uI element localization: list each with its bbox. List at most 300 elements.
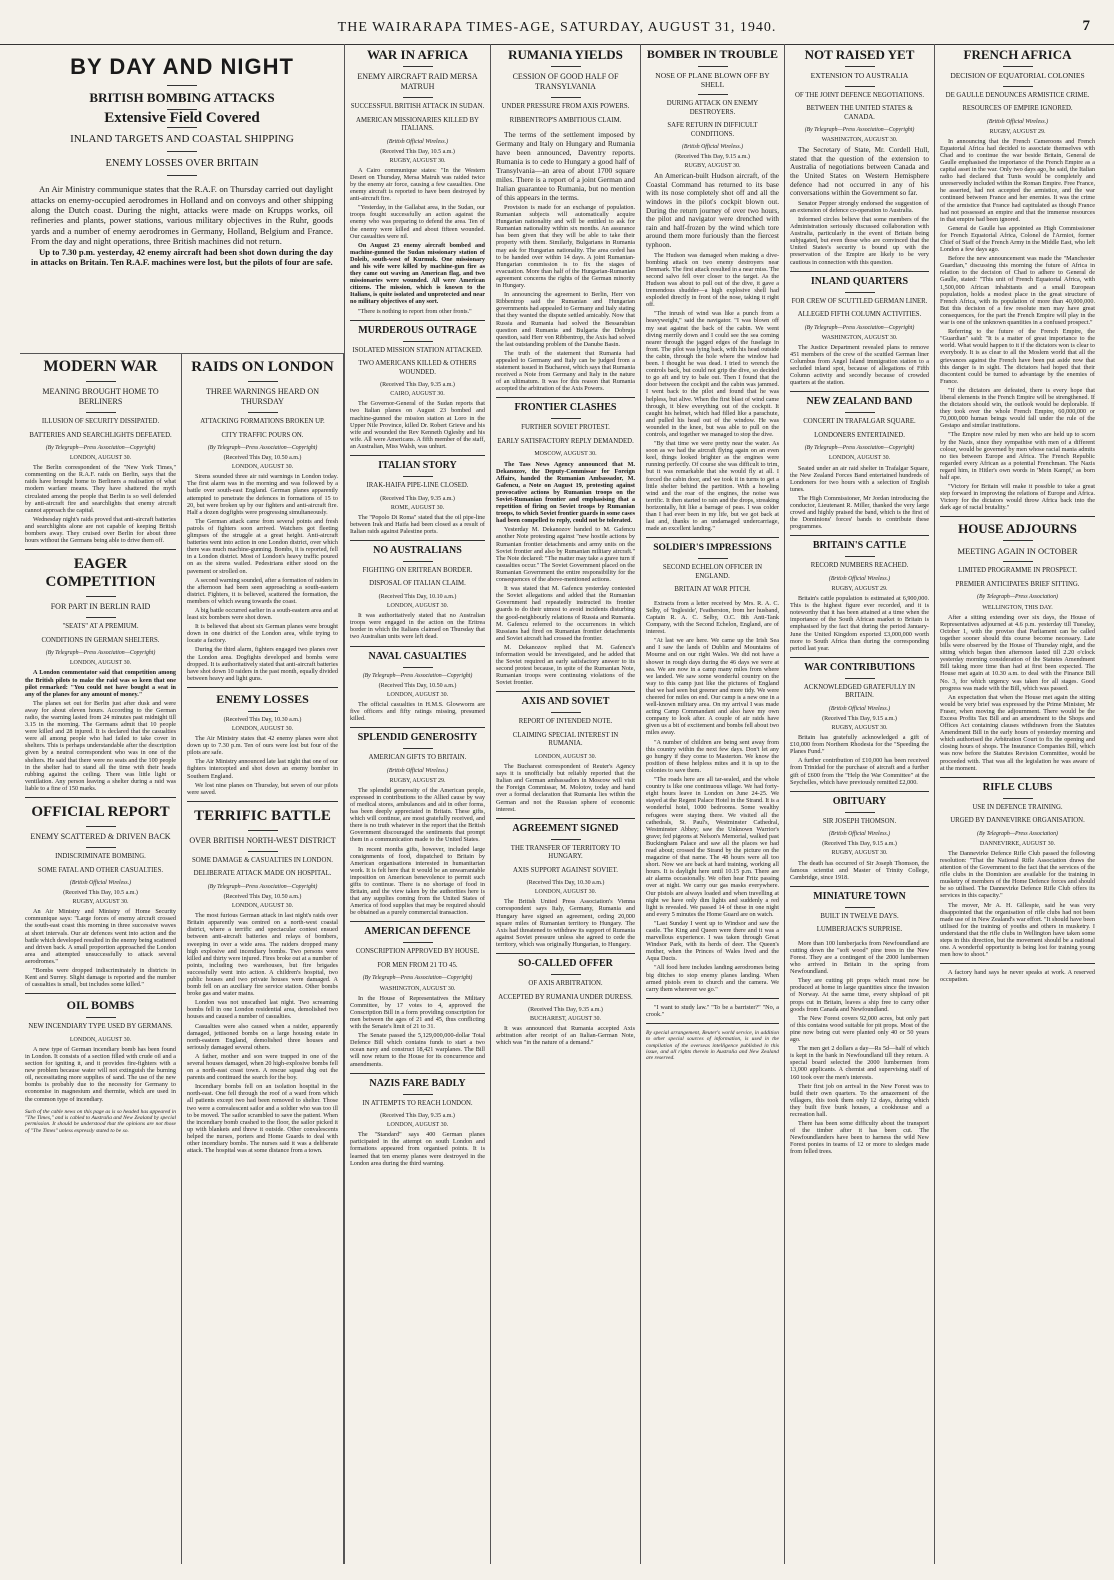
article-subdeck: BRITAIN AT WAR PITCH. [674,586,751,594]
article-paragraph: The planes set out for Berlin just after dusk and were away for about eleven hours. According to the German radio, the warning lasted from 24 minutes past midnight till 3.15 in the morning. The Germans admit that 10 people were killed and 28 injured. It is declared that the casualties were all among people who had failed to take cover in shelters. This is perhaps understandable after the description given by a neutral correspondent who was in one of the shelters. He said that there were no seats and the 100 people in the shelter had to stand all the time with their heads rubbing against the ceiling. There was little light or ventilation. Any person leaving a shelter during a raid was liable to a fine of 150 marks. [25,699,176,792]
article-headline: FRENCH AFRICA [963,47,1072,62]
article-headline: RIFLE CLUBS [982,781,1053,793]
article-paragraph: "The inrush of wind was like a punch from a heavyweight," said the navigator. "I was blown off my seat against the back of the cabin. We went diving merrily down and I could see the sea coming nearer through the jagged edges of the fuselage in front. The pilot was lying back, with his head outside the cabin, through the hole where the window had been. I thought he was dead. I tried to wrench the controls back, but could not grip the dive, so decided to go aft and try to bale out. Then I found that the door between the cockpit and the cabin was jammed. I went back to the pilot and found that he was helpless, but alive. When the first blast of wind came through, it blew everything out of the cockpit. It caught his helmet, which had filled like a parachute, and pulled his head out of the window. He was wounded in the knee, but was able to pull on the controls, and together we managed to stop the dive. [646,310,779,438]
article-dateline: RUGBY, AUGUST 30. [389,157,446,164]
article-deck: MEANING BROUGHT HOME TO BERLINERS [42,387,159,406]
article-dateline: LONDON, AUGUST 30. [828,455,891,462]
article-paragraph: Informed circles believe that some members of the Administration seriously discussed collaboration with Australia, particularly in the event of Britain being subjugated, but even those who are convinced that the United States's security is bound up with the preservation of the Empire are likely to be very cautious in connection with this question. [790,215,929,266]
rule [790,886,929,887]
article-paragraph: The death has occurred of Sir Joseph Thomson, the famous scientist and Master of Trinity College, Cambridge, since 1918. [790,859,929,881]
article-paragraph: The Air Ministry announced late last night that one of our fighters intercepted and shot down an enemy bomber in Southern England. [187,758,338,780]
column-6 [935,44,1100,1564]
article-deck: FOR CREW OF SCUTTLED GERMAN LINER. [791,297,928,305]
article-dateline: MOSCOW, AUGUST 30. [534,451,597,458]
article-dateline: LONDON, AUGUST 30. [69,660,132,667]
article-credit: (British Official Wireless.) [69,880,132,886]
article-dateline: RUGBY, AUGUST 30. [831,725,888,731]
article-subdeck: BETWEEN THE UNITED STATES & CANADA. [806,105,913,121]
article-paragraph: An expectation that when the House met again the sitting would be very brief was expressed by the Prime Minister, Mr Fraser, when moving the adjournment. There would be the Excess Profits Tax Bill and an amendment to the Shops and Offices Act containing clauses withdrawn from the Statutes Amendment Bill in the early hours of yesterday morning and which authorised the Arbitration Court to fix the opening and closing hours of shops. The Insurance Companies Bill, which was now before the Statutes Revision Committee, would be proceeded with. That was all the legislation he was aware of at the moment. [940,693,1095,772]
article-credit: (By Telegraph—Press Association—Copyright) [362,975,473,982]
rule [403,476,433,477]
article-subdeck: DURING ATTACK ON ENEMY DESTROYERS. [666,100,759,116]
filler-joke: A factory hand says he never speaks at work. A reserved occupation. [940,969,1095,984]
article-received: (Received This Day, 10.5 a.m.) [63,890,138,897]
article-paragraph: The official casualties in H.M.S. Glowworm are five officers and fifty ratings missing, presumed killed. [350,700,485,722]
article-subdeck: RESOURCES OF EMPIRE IGNORED. [962,105,1073,112]
article-dateline: LONDON, AUGUST 30. [231,464,294,471]
article-paragraph: Senator Pepper strongly endorsed the suggestion of an extension of defence co-operation to Australia. [790,199,929,214]
rule [496,818,635,819]
article-subdeck: DELIBERATE ATTACK MADE ON HOSPITAL. [193,870,332,878]
article-subdeck: ATTACKING FORMATIONS BROKEN UP. [200,418,325,425]
rule [350,921,485,922]
article-subdeck: LUMBERJACK'S SURPRISE. [816,926,903,934]
article-deck: NOSE OF PLANE BLOWN OFF BY SHELL [655,71,770,89]
lead-deck-3: INLAND TARGETS AND COASTAL SHIPPING [70,133,294,146]
article-deck: DECISION OF EQUATORIAL COLONIES [950,71,1085,80]
article-paragraph: An Air Ministry and Ministry of Home Security communique says: "Large forces of enemy aircraft crossed the south-east coast this morning in three successive waves at short intervals. Our air defences went into action and the battle which developed resulted in the enemy being scattered and driven back. A small proportion approached the London area and attempted unsuccessfully to attack several aerodromes." [25,908,176,965]
article-paragraph: "At last we are here. We came up the Irish Sea and I saw the lands of Dublin and Mountains of Mourne and on our right Wales. We did not have a shower in rough days during the 46 days we were at sea. We are now in a camp many miles from where we landed. We saw some wonderful country on the way to this camp just like the pictures of England that we had seen but greener and more tidy. We were cheered for miles on end. Our camp is a new one in a well-known military area. On my arrival I was made acting Camp Commandant and also have my own company to look after. A couple of air raids have given us a bit of excitement and bombs fell about two miles away. [646,637,780,737]
article-headline: NOT RAISED YET [804,47,915,62]
article-credit: (By Telegraph—Press Association—Copyright) [207,883,318,890]
article-paragraph: "If the dictators are defeated, there is every hope that liberal elements in the French Empire will be strengthened. If the dictators should win, the outlook would be deplorable. If they took over the whole French Empire, 60,000,000 or 70,000,000 human beings would fall under the rule of the Gestapo and similar institutions. [940,386,1095,430]
article-paragraph: Provision is made for an exchange of population. Rumanian subjects will automatically acquire Hungarian nationality and will be entitled to ask for Rumanian nationality within six months. An assurance has been given that they will be able to take their property with them. Similarly, Bulgarians in Rumania may ask for Hungarian nationality. The area ceded has to be handed over within 14 days. A joint Rumanian-Hungarian commission is to fix the stages of evacuation. More than half of the Hungarian-Rumanian agreement concerns the rights of the German minority in Hungary. [496,204,635,290]
article-subdeck: CLAIMING SPECIAL INTEREST IN RUMANIA. [512,731,619,748]
article-paragraph: The British United Press Association's Vienna correspondent says Italy, Germany, Rumania and Hungary have signed an agreement, ceding 20,000 square miles of Rumanian territory to Hungary. The Axis had threatened to withdraw its support of Rumania against Soviet pressure unless she agreed to cede the territory, which was originally Hungarian, to Hungary. [496,898,635,948]
article-headline: SO-CALLED OFFER [518,958,613,970]
article-subdeck: AXIS SUPPORT AGAINST SOVIET. [513,866,618,874]
article-dateline: WELLINGTON, THIS DAY. [982,604,1053,611]
rule [25,549,176,550]
article-credit: (British Official Wireless.) [986,118,1049,125]
article-paragraph: Before the new announcement was made the "Manchester Guardian," discussing this morning the future of Africa in relation to the decision of Chad to adhere to General de Gaulle, stated: "This unit of French Equatorial Africa, with 1,500,000 African inhabitants and a small European population, holds a modest place in the great structure of French Africa, with its population of more than 40,000,000. But this decision of a few resolute men may have great consequences, for the part the French Empire will play in the war is one of the unknown quantities in a confused prospect." [940,255,1095,327]
rule [350,455,485,456]
article-dateline: LONDON, AUGUST 30. [69,455,132,462]
article-paragraph: After a sitting extending over six days, the House of Representatives adjourned at 4.6 p.m. yesterday till Tuesday, October 1, with the proviso that Parliament can be called together sooner should this course become necessary. Late bills were observed by the House of Thursday night, and the sitting which began then afternoon lasted till 2.20 o'clock yesterday morning consideration of the Statutes Amendment Bill taking more time than had at first been expected. The House met again at 10.30 a.m. to deal with the Finance Bill No. 3, for which urgency was taken for all stages. Good progress was made with the Bill, which was passed. [940,613,1095,692]
article-dateline: LONDON, AUGUST 30. [386,1122,449,1129]
article-received: (Received This Day, 9.15 a.m.) [675,154,750,161]
rule [551,839,581,840]
rule [86,617,116,618]
article-paragraph: "Bombs were dropped indiscriminately in districts in Kent and Surrey. Slight damage is reported and the number of casualties is small, but includes some killed." [25,967,176,989]
article-paragraph: The Dannevirke Defence Rifle Club passed the following resolution: "That the National Rifle Association draws the attention of the Government to the fact that the services of the rifle clubs in the Dominion are available for the training in musketry of members of the Home Defence forces and should be so utilised. The Dannevirke Defence Rifle Club offers its services in this capacity." [940,849,1095,900]
rule [86,596,116,597]
article-paragraph: A father, mother and son were trapped in one of the several houses damaged, when 20 high-explosive bombs fell on a north-east coast town. A rescue squad dug out the parents and continued the search for the boy. [187,1052,338,1082]
article-dateline: RUGBY, AUGUST 29. [989,128,1046,135]
article-headline: WAR IN AFRICA [366,47,469,62]
cable-news-footnote: Such of the cable news on this page as is so headed has appeared in "The Times," and is cabled to Australia and New Zealand by special permission. It should be understood that the opinions are not those of "The Times" unless expressly stated to be so. [25,1108,176,1134]
article-paragraph: Incendiary bombs fell on an isolation hospital in the north-east. One fell through the roof of a ward from which all patients except two had been removed to shelter. Those two were a convalescent sailor and a soldier who was too ill to be moved. The sailor scrambled to save the patient. When the incendiary bomb crashed to the floor, the sailor picked it up with blankets and threw it outside. Other convalescents helped the nurses, porters and Home Guards to deal with other incendiary bombs. The nurses said it was a deliberate attack. The hospital was at some distance from a town. [187,1083,338,1155]
rule [551,66,581,67]
column-1a [20,354,182,1564]
rule [940,516,1095,517]
article-deck: REPORT OF INTENDED NOTE. [518,718,613,726]
masthead-title: THE WAIRARAPA TIMES-AGE, SATURDAY, AUGUST 31, 1940. [337,20,777,35]
article-headline: EAGER COMPETITION [45,556,156,591]
article-subdeck: AMERICAN MISSIONARIES KILLED BY ITALIANS. [356,116,479,132]
page-number: 7 [1082,18,1090,34]
article-dateline: WASHINGTON, AUGUST 30. [821,334,898,341]
article-paragraph: The Air Ministry states that 42 enemy planes were shot down up to 7.30 p.m. Ten of ours were lost but four of the pilots are safe. [187,735,338,757]
article-paragraph: The mover, Mr A. H. Gillespie, said he was very disappointed that the organisation of rifle clubs had not been made use of in New Zealand's war effort. "It should have been utilised for the training of youths and others in musketry. I understand that the rifle clubs in Wellington have taken some steps in this direction, but the movement should be a national one. A wonderful opportunity is being lost for training young men how to shoot." [940,901,1095,959]
rule [248,412,278,413]
article-headline: ITALIAN STORY [378,460,457,471]
rule [350,540,485,541]
article-paragraph: Casualties were also caused when a raider, apparently damaged, jettisoned bombs on a large housing estate in north-eastern England, demolished three houses and seriously damaged several others. [187,1022,338,1051]
article-paragraph: During the third alarm, fighters engaged two planes over the London area. Dogfights developed and bombs were dropped. It is authoritatively stated that anti-aircraft batteries have shot down 10 raiders in the past month, equally divided between heavy and light guns. [187,646,338,682]
rule [845,412,875,413]
article-deck: USE IN DEFENCE TRAINING. [972,803,1063,811]
article-paragraph: We lost nine planes on Thursday, but seven of our pilots were saved. [187,781,338,796]
article-received: (Received This Day, 9.35 a.m.) [380,1113,455,1120]
newspaper-columns [20,44,1100,1564]
lead-headline: BY DAY AND NIGHT [70,54,294,79]
rule [646,998,779,999]
rule [698,558,728,559]
article-paragraph: Britain's cattle population is estimated at 6,900,000. This is the highest figure ever recorded, and it is noteworthy that it has been attained at a time when the importance of the South African market to Britain is emphasised by the fact that during the period January-June the United Kingdom exported £3,000,000 worth more to South Africa than during the corresponding period last year. [790,595,929,652]
article-subdeck: CONDITIONS IN GERMAN SHELTERS. [41,636,160,644]
article-credit: (By Telegraph—Press Association—Copyright) [804,127,915,133]
rule [646,1023,779,1024]
article-headline: AGREEMENT SIGNED [512,822,619,834]
article-deck: BUILT IN TWELVE DAYS. [820,912,899,920]
article-subdeck: ILLUSION OF SECURITY DISSIPATED. [41,418,160,425]
article-headline: FRONTIER CLASHES [514,402,617,414]
article-subdeck: EARLY SATISFACTORY REPLY DEMANDED. [497,437,634,445]
article-dateline: RUGBY, AUGUST 30. [72,899,129,906]
lead-deck-4: ENEMY LOSSES OVER BRITAIN [105,158,259,170]
article-subdeck: SAFE RETURN IN DIFFICULT CONDITIONS. [667,122,758,138]
article-deck: AMERICAN GIFTS TO BRITAIN. [368,754,467,762]
article-paragraph: "Last Sunday I went up to Windsor and saw the castle. The King and Queen were there and it was a marvellous experience. I was taken through Great Windsor Park, with its herds of deer. The Queen's mother, when the Princes of Wales lived and the Aqua Ducts. [646,919,779,963]
masthead [0,0,1114,45]
rule [350,320,485,321]
rule [167,127,197,128]
article-headline: AXIS AND SOVIET [521,696,610,708]
article-paragraph: "Victory for Britain will make it possible to take a great step forward in improving the relations of Europe and Africa. Victory for the dictators would throw Africa back into the dark age of racial brutality." [940,483,1095,512]
article-received: (Received This Day, 10.50 a.m.) [223,455,302,462]
article-paragraph: In announcing the agreement to Berlin, Herr von Ribbentrop said the Rumanian and Hungarian governments had appealed to Germany and Italy stating that they wanted the dispute settled amicably. Now that Russia and Rumania had solved the Bessarabian question and Rumania and Bulgaria the Dobruja question, said Herr von Ribbentrop, the Axis had solved the last outstanding problem of the Danube Basin. [496,291,635,348]
article-deck: ACKNOWLEDGED GRATEFULLY IN BRITAIN. [803,683,916,700]
article-lede: The Secretary of State, Mr. Cordell Hull, stated that the question of the extension to Australia of negotiations between Canada and the United States on Western Hemisphere defence had not occurred in any of his conversations within the Government so far. [790,146,929,198]
article-headline: SPLENDID GENEROSITY [357,732,478,744]
rule [167,151,197,152]
article-dateline: LONDON, AUGUST 30. [534,753,597,760]
article-dateline: LONDON, AUGUST 30. [231,726,294,732]
rule [167,85,197,86]
article-paragraph: The splendid generosity of the American people, expressed in contributions to the Allied cause by way of medical stores, ambulances and aid in other forms, has been deeply appreciated in Britain. These gifts, which will continue, are most gratefully received, and there is no truth whatever in the report that the British Government discouraged the sentiments that prompt them in a communication made to the United States. [350,786,485,844]
article-paragraph: The truth of the statement that Rumania had appealed to Germany and Italy can be judged from a statement issued in Bucharest, which says that Rumania received a Note from Germany and Italy in the nature of an ultimatum. It was for this reason that Rumania accepted the arbitration of the Axis Powers. [496,349,635,393]
article-headline: AMERICAN DEFENCE [364,926,471,938]
article-deck: EXTENSION TO AUSTRALIA [810,71,909,80]
article-deck: CONCERT IN TRAFALGAR SQUARE. [803,418,916,426]
article-subdeck: URGED BY DANNEVIRKE ORGANISATION. [950,817,1085,825]
rule [698,94,728,95]
article-deck: CESSION OF GOOD HALF OF TRANSYLVANIA [512,72,619,91]
lead-story [20,44,344,354]
rule [403,1094,433,1095]
column-2 [344,44,491,1564]
article-dateline: CAIRO, AUGUST 30. [390,391,445,398]
rule [248,830,278,831]
rule [845,66,875,67]
article-deck: ENEMY AIRCRAFT RAID MERSA MATRUH [357,72,478,91]
article-credit: (By Telegraph—Press Association) [977,830,1058,837]
article-deck: IRAK-HAIFA PIPE-LINE CLOSED. [366,482,469,489]
article-credit: (By Telegraph—Press Association—Copyright) [207,445,318,451]
article-deck: SECOND ECHELON OFFICER IN ENGLAND. [662,564,763,580]
article-deck: CONSCRIPTION APPROVED BY HOUSE. [355,948,480,956]
article-dateline: ROME, AUGUST 30. [390,504,445,511]
article-paragraph: The Governor-General of the Sudan reports that two Italian planes on August 23 bombed and machine-gunned the mission station at Loro in the Upper Nile Province, killed Dr. Robert Grieve and his wife and wounded the Rev Kenneth Oglesby and his wife. All were Americans. A fifth member of the staff, an Australian, Miss Walsh, was unhurt. [350,400,485,450]
rule [350,1073,485,1074]
article-received: (Received This Day, 10.50 a.m.) [223,893,302,900]
article-received: (Received This Day, 9.35 a.m.) [380,495,455,502]
article-deck: THE TRANSFER OF TERRITORY TO HUNGARY. [510,844,621,861]
article-subdeck: ALLEGED FIFTH COLUMN ACTIVITIES. [797,311,922,319]
lead-deck-1: BRITISH BOMBING ATTACKS [89,90,275,105]
article-paragraph: General de Gaulle has appointed as High Commissioner for French Equatorial Africa, Colonel de l'Armiot, former Chief of Staff of the French Army in the Middle East, who left London a few days ago. [940,224,1095,254]
article-paragraph: Sirens sounded three air raid warnings in London today. The first alarm was in the morning and was followed by a battle over south-east England. German planes apparently attempted to penetrate the defences in formations of 15 to 20, but were broken up by our fighters and anti-aircraft fire. Half a dozen dogfights were progressing simultaneously. [187,473,338,516]
article-deck: ENEMY SCATTERED & DRIVEN BACK [30,832,171,841]
article-deck: FIGHTING ON ERITREAN BORDER. [362,566,473,574]
article-subdeck: TWO AMERICANS KILLED & OTHERS WOUNDED. [358,360,477,376]
article-credit: (British Official Wireless.) [386,767,449,774]
article-dateline: LONDON, AUGUST 30. [69,1036,132,1043]
article-received: (Received This Day, 9.15 a.m.) [822,715,897,722]
article-paragraph: The New Forest covers 92,000 acres, but only part of this contains wood suitable for pit props. Most of the pine now being cut were planted only 40 or 50 years ago. [790,1014,929,1044]
rule [403,748,433,749]
filler-joke: "I want to study law." "To be a barrister?" "No, a crook." [646,1003,779,1018]
article-dateline: RUGBY, AUGUST 29. [831,585,888,592]
article-paragraph: "Yesterday, in the Gallabat area, in the Sudan, our troops fought successfully an action against the enemy who was preparing to defend the area. Ten of the enemy were killed and about fifteen wounded. Our casualties were nil. [350,204,485,240]
article-headline: OBITUARY [832,795,887,807]
rule [790,657,929,658]
article-paragraph: "By that time we were pretty near the water. As soon as we had the aircraft flying again on an even keel, things looked brighter as the engines were running perfectly. Of course she was difficult to trim, but it was remarkable that she would fly at all. I forced the cabin door, and we took it in turns to get a little shelter behind the partition. With a howling wind and the roar of the engines, the noise was terrific. It then started to rain and the drops, streaking horizontally, hit like a barrage of peas. I was colder than I had ever been in my life, but we got back at last and, thanks to an undamaged undercarriage, made an excellent landing." [646,440,779,533]
rule [646,537,779,538]
article-dateline: DANNEVIRKE, AUGUST 30. [979,840,1056,847]
rule [403,561,433,562]
article-deck: OF AXIS ARBITRATION. [528,980,603,988]
article-headline: NEW ZEALAND BAND [806,396,913,408]
article-headline: NO AUSTRALIANS [373,544,462,556]
rule [403,667,433,668]
article-received: (Received This Day, 9.35 a.m.) [380,382,455,389]
column-1b [182,354,344,1564]
article-paragraph: The "Popolo Di Roma" stated that the oil pipe-line between Irak and Haifa had been closed as a result of Italian raids against Palestine ports. [350,513,485,535]
rule [1003,86,1033,87]
article-dateline: WASHINGTON, AUGUST 30. [379,985,456,992]
article-paragraph: A big battle occurred earlier in a south-eastern area and at least six bombers were shot down. [187,606,338,622]
article-deck: ISOLATED MISSION STATION ATTACKED. [352,346,483,354]
article-subdeck: SOME FATAL AND OTHER CASUALTIES. [37,866,164,874]
article-deck: THREE WARNINGS HEARD ON THURSDAY [206,387,319,406]
rule [1003,540,1033,541]
article-dateline: RUGBY, AUGUST 29. [389,777,446,784]
rule [698,66,728,67]
article-paragraph: A Cairo communique states: "In the Western Desert on Thursday, Mersa Matruh was raided twice by the enemy air force, causing a few casualties. One enemy aircraft is reported to have been destroyed by anti-aircraft fire. [350,166,485,203]
article-received: (Received This Day, 10.50 a.m.) [378,682,457,689]
article-subdeck: PREMIER ANTICIPATES BRIEF SITTING. [955,580,1080,588]
article-headline: NAVAL CASUALTIES [368,650,467,662]
lead-body-bold: Up to 7.30 p.m. yesterday, 42 enemy aircraft had been shot down during the day in attacks on Britain. Ten R.A.F. machines were lost, but the pilots of four are safe. [31,246,333,267]
article-paragraph: A London commentator said that competition among the British pilots to make the raid was so keen that one pilot remarked: "You could not have bought a seat in any of the planes for any amount of money." [25,669,176,698]
rule [187,687,338,688]
article-paragraph: More than 100 lumberjacks from Newfoundland are cutting down the "soft wood" pine trees in the New Forest. They are a contingent of the 2000 lumbermen who arrived in Britain in the spring from Newfoundland. [790,939,929,976]
article-paragraph: A second warning sounded, after a formation of raiders in the afternoon had been seen approaching a south-eastern district. Fighters, it is believed, scattered the formation, the members of which swung towards the coast. [187,576,338,605]
article-paragraph: The men get 2 dollars a day—Rs 5d—half of which is kept in the bank in Newfoundland till they return. A special board selected the 2000 lumbermen from 13,000 applicants. A chemist and supervising staff of 160 took over the men's interests. [790,1045,929,1081]
rule [86,826,116,827]
article-subdeck: LIMITED PROGRAMME IN PROSPECT. [958,567,1077,575]
article-deck: IN ATTEMPTS TO REACH LONDON. [362,1099,473,1107]
article-subdeck: "SEATS" AT A PREMIUM. [62,623,139,631]
article-paragraph: The Berlin correspondent of the "New York Times," commenting on the R.A.F. raids on Berlin, says that the raids have brought home to Berliners a realisation of what modern warfare means. They have shattered the myth circulated among the people that Berlin is so well defended by anti-aircraft fire and searchlights that enemy aircraft cannot approach the capital. [25,464,176,514]
rule [403,66,433,67]
rule [86,847,116,848]
article-paragraph: They are cutting pit props which must now be produced at home in large quantities since the invasion of Norway. At the same time, every shipload of pit props cut in Britain, leaves a ship free to carry other goods from Canada and Newfoundland. [790,977,929,1013]
article-credit: (By Telegraph—Press Association) [977,594,1058,601]
article-paragraph: In the House of Representatives the Military Committee, by 17 votes to 4, approved the Conscription Bill in a form providing conscription for men between the ages of 21 and 45, thus conflicting with the Senate's limit of 21 to 31. [350,994,485,1031]
rule [551,97,581,98]
rule [1003,798,1033,799]
article-paragraph: There has been some difficulty about the transport of the timber after it has been cut. The Newfoundlanders have been to harness the wild New Forest ponies in teams of 12 or more to sledges made from felled trees. [790,1120,929,1156]
article-paragraph: Seated under an air raid shelter in Trafalgar Square, the New Zealand Forces Band entertained hundreds of Londoners for two hours with a selection of English tunes. [790,464,929,493]
article-dateline: LONDON, AUGUST 30. [386,603,449,610]
article-paragraph: The German attack came from several points and fresh patrols of fighters soon arrived. Watchers got fleeting glimpses of the struggle at a great height. Anti-aircraft batteries went into action in one London district, over which there was much machine-gunning. Bombs, it is reported, fell in a London district. Most of London's heavy traffic poured on as the sirens wailed. Pedestrians either stood on the pavement or strolled on. [187,517,338,575]
article-paragraph: The "Standard" says 400 German planes participated in the attempt on south London and formations appeared from organised points. It is learned that ten enemy planes were destroyed in the London area during the third warning. [350,1131,485,1167]
article-paragraph: "A number of children are being sent away from this country within the next few days. Don't let any go hungry if they come to Masterton. We know the position of these helpless mites and it is up to the colonies to save them. [646,738,779,774]
article-credit: (British Official Wireless.) [828,575,891,582]
article-deck: MEETING AGAIN IN OCTOBER [957,546,1078,557]
rule [248,851,278,852]
article-received: (Received This Day, 10.5 a.m.) [380,148,455,155]
article-deck: NEW INCENDIARY TYPE USED BY GERMANS. [28,1023,173,1031]
article-paragraph: It was stated that M. Gafencu yesterday contested the Soviet allegations and added that the Rumanian Government had repeatedly instructed its frontier guards to do their utmost to avoid incidents disturbing the good-neighbourly relations of Russia and Rumania. M. Gafencu referred to the occurrences in which Russians had fired on Rumanian frontier detachments and Soviet aircraft had crossed the frontier. [496,585,635,642]
article-credit: (British Official Wireless.) [681,144,744,150]
article-dateline: WASHINGTON, AUGUST 30. [821,137,898,144]
article-dateline: BUCHAREST, AUGUST 30. [529,1016,602,1023]
article-subdeck: CITY TRAFFIC POURS ON. [221,431,304,439]
article-paragraph: The Hudson was damaged when making a dive-bombing attack on two enemy destroyers near Denmark. The first attack resulted in a near miss. The second salvo fell over closer to the target. As the Hudson was about to pull out of the dive, it gave a tremendous shudder—a high explosive shell had exploded directly in front of the nose, taking it right off. [646,251,779,309]
article-paragraph: A new type of German incendiary bomb has been found in London. It consists of a section filled with crude oil and a section for igniting it, and it provides fire-fighters with a new problem because water will not extinguish the burning oil, necessitating more supplies of sand. The use of the new bombs is probably due to the necessity for Germany to economise in magnesium and thermite, which are used in the common type of incendiary. [25,1045,176,1103]
article-received: (Received This Day, 9.15 a.m.) [822,841,897,848]
rule [790,271,929,272]
article-paragraph: Yesterday M. Dekanozov handed to M. Gafencu another Note protesting against "new hostile actions by Rumanian frontier detachments and army units on the Soviet frontier and also by Rumanian military aircraft." The Note declared: "The matter may take a grave turn if casualties occur." The Soviet Government placed on the Rumanian Government the entire responsibility for the consequences of the above-mentioned actions. [496,526,635,584]
article-subdeck: BATTERIES AND SEARCHLIGHTS DEFEATED. [29,431,172,439]
article-paragraph: The Justice Department revealed plans to remove 451 members of the crew of the scuttled German liner Columbus from Angel Island immigration station to a secluded inland spot, because of allegations of Fifth Column activity and secondly because of crowded quarters at the station. [790,343,929,387]
rule [790,535,929,536]
article-paragraph: Referring to the future of the French Empire, the "Guardian" said: "It is a matter of great importance to the world. What would happen to it if the dictators won is clear to everybody. It is as clear to all the Moslem world that all the grievances against the French have been put aside now that this danger is in sight. The dictators had hoped that their discontent could be turned to advantage by the enemies of France. [940,328,1095,385]
column-5 [785,44,935,1564]
rule [496,953,635,954]
rule [845,86,875,87]
article-lede: The terms of the settlement imposed by Germany and Italy on Hungary and Rumania have been announced, Daventry reports. Rumania is to cede to Hungary a good half of Transylvania—an area of about 1700 square miles. There is a report of a joint German and Italian guarantee to Rumania, but no mention of this appears in the terms. [496,130,635,202]
article-headline: BRITAIN'S CATTLE [812,540,907,552]
article-received: (Received This Day, 10.30 a.m.) [526,880,605,887]
rule [86,381,116,382]
article-deck: OVER BRITISH NORTH-WEST DISTRICT [189,835,336,845]
article-paragraph: M. Dekanozov replied that M. Gafencu's information would be investigated, and he added that the Soviet required an early satisfactory answer to its second protest because, in spite of the Rumanian Note, Rumanian troops were continuing violations of the Soviet frontier. [496,643,635,687]
rule [25,993,176,994]
rule [496,691,635,692]
rule [86,1017,116,1018]
article-paragraph: It is believed that about six German planes were brought down in one district of the London area, while trying to locate a factory. [187,623,338,645]
article-subdeck: SUCCESSFUL BRITISH ATTACK IN SUDAN. [350,103,485,110]
rule [551,712,581,713]
article-headline: MURDEROUS OUTRAGE [358,324,477,336]
article-subdeck: UNDER PRESSURE FROM AXIS POWERS. [501,103,630,110]
article-dateline: LONDON, AUGUST 30. [386,691,449,698]
rule [845,678,875,679]
article-headline: ENEMY LOSSES [216,691,309,706]
rule [248,711,278,712]
article-paragraph: The High Commissioner, Mr Jordan introducing the conductor, Lieutenant R. Miller, thanked the very large crowd and highly praised the band, which is the first of the Dominions' forces' bands to contribute these programmes. [790,494,929,531]
article-paragraph: In announcing that the French Cameroons and French Equatorial Africa had decided to associate themselves with Chad and to continue the war beside Britain, General de Gaulle emphasised the importance of the French Empire as a capital asset in the war. Only two days ago, he said, the Italian radio had declared that Tunis would be completely and unreservedly included within the Roman Empire. Free France, he asserted, had not accepted the armistice, and the war continued between France and her enemies. It was the crime of the armistice that France had capitulated as though France had not possessed an empire and that the immense resources in that empire had been ignored. [940,137,1095,223]
article-dateline: LONDON, AUGUST 30. [231,903,294,910]
lead-deck-2: Extensive Field Covered [104,110,260,126]
rule [248,381,278,382]
article-paragraph: "The roads here are all tar-sealed, and the whole country is like one continuous village. We had forty-eight hours leave in London on June 24-25. We stayed at the Regent Palace Hotel in the Strand. It is a wonderful hotel, 1000 bedrooms. Some wealthy refugees were staying there. We visited all the cathedrals, St. Paul's, Westminster Cathedral, Westminster Abbey; saw the Unknown Warrior's grave; fed pigeons at Nelson's Memorial, walked past Buckingham Palace and saw all the places we had read about; crossed the Strand by the picture on the magazine of that name. The 48 hours were all too short. Now we are back at hard training, working all hours. It is daylight here until 10.15 p.m. There are air alarms occasionally. We often hear Fritz passing over at night. We carry our gas masks everywhere. Our pistols are always loaded and when travelling at night we have only dim lights and suddenly a red light is revealed. We passed 14 of these in one night and every 5 minutes the Home Guard are on watch. [646,776,779,918]
rule [790,791,929,792]
article-subdeck: LONDONERS ENTERTAINED. [814,431,905,439]
rule [403,341,433,342]
article-subdeck: INDISCRIMINATE BOMBING. [55,853,146,860]
article-headline: INLAND QUARTERS [810,275,909,287]
rule [25,797,176,798]
article-paragraph: Wednesday night's raids proved that anti-aircraft batteries and searchlights alone are not capable of keeping British bombers away. They cruised over Berlin for about three hours without the Germans being able to drive them off. [25,515,176,545]
rule [940,777,1095,778]
article-paragraph: It was authoritatively stated that no Australian troops were engaged in the action on the Eritrea border in which the Italians claimed on Thursday that two Australian units were left dead. [350,612,485,641]
article-headline: RAIDS ON LONDON [191,359,334,375]
article-paragraph: Britain has gratefully acknowledged a gift of £10,000 from Northern Rhodesia for the "Speeding the Planes Fund." [790,734,929,756]
article-received: (Received This Day, 10.30 a.m.) [223,716,302,723]
article-headline: OIL BOMBS [66,998,135,1013]
article-credit: (British Official Wireless.) [828,705,891,712]
article-headline: SOLDIER'S IMPRESSIONS [653,543,772,554]
article-paragraph: It was announced that Rumania accepted Axis arbitration after receipt of an Italian-German Note, which was "in the nature of a demand." [496,1025,635,1047]
article-paragraph: The Senate passed the 5,129,000,000-dollar Total Defence Bill which contains funds to start a two ocean navy and construct 18,421 warplanes. The Bill will now return to the House for its concurrence and amendments. [350,1032,485,1068]
article-paragraph: "The Empire now ruled by men who are held up to scorn by the Nazis, since they sympathise with men of a different colour, would be governed by men whose racial mania admits no ties between Europe and Africa. The French Republic regarded every African as a potential Frenchman. The Nazis regard him, in Hitler's own words in 'Mein Kampf,' as born half ape. [940,431,1095,481]
article-credit: (By Telegraph—Press Association—Copyright) [804,324,915,331]
rule [350,727,485,728]
rule [167,175,197,176]
article-headline: WAR CONTRIBUTIONS [804,661,915,673]
rule [845,907,875,908]
article-paragraph: A further contribution of £10,000 has been received from Trinidad for the purchase of aircraft and a further gift of £600 from the "Help the War Committee" at the Seychelles, which have previously remitted £2,000. [790,757,929,786]
article-headline: OFFICIAL REPORT [31,804,170,820]
rule [845,292,875,293]
article-paragraph: Their first job on arrival in the New Forest was to build their own quarters. To the amazement of the villagers, this took them only 12 days, during which they built five bunk houses, a cookhouse and a recreation hall. [790,1082,929,1118]
rule [403,97,433,98]
article-headline: MINIATURE TOWN [813,890,906,902]
rule [86,412,116,413]
article-subdeck: DE GAULLE DENOUNCES ARMISTICE CRIME. [945,91,1090,99]
article-subdeck: SOME DAMAGE & CASUALTIES IN LONDON. [192,856,333,864]
article-credit: (By Telegraph—Press Association—Copyright) [45,650,156,657]
article-paragraph: "There is nothing to report from other fronts." [358,307,472,315]
article-headline: HOUSE ADJOURNS [958,521,1077,537]
column-3 [491,44,641,1564]
article-received: (Received This Day, 9.35 a.m.) [528,1007,603,1014]
article-headline: BOMBER IN TROUBLE [646,47,779,61]
article-headline: NAZIS FARE BADLY [369,1077,466,1089]
article-credit: (By Telegraph—Press Association—Copyright) [362,672,473,679]
article-received: (Received This Day, 10.10 a.m.) [378,593,457,600]
rule [845,556,875,557]
article-lede: An American-built Hudson aircraft, of the Coastal Command has returned to its base with its nose completely shot off and all the windows in the pilot's cockpit blown out. During the return journey of over two hours, the pilot and navigator were drenched with rain and half-frozen by the wind which tore around them more furiously than the fiercest typhoon. [646,172,779,250]
article-subdeck: OF THE JOINT DEFENCE NEGOTIATIONS. [794,91,925,99]
article-credit: (By Telegraph—Press Association—Copyright) [804,445,915,452]
